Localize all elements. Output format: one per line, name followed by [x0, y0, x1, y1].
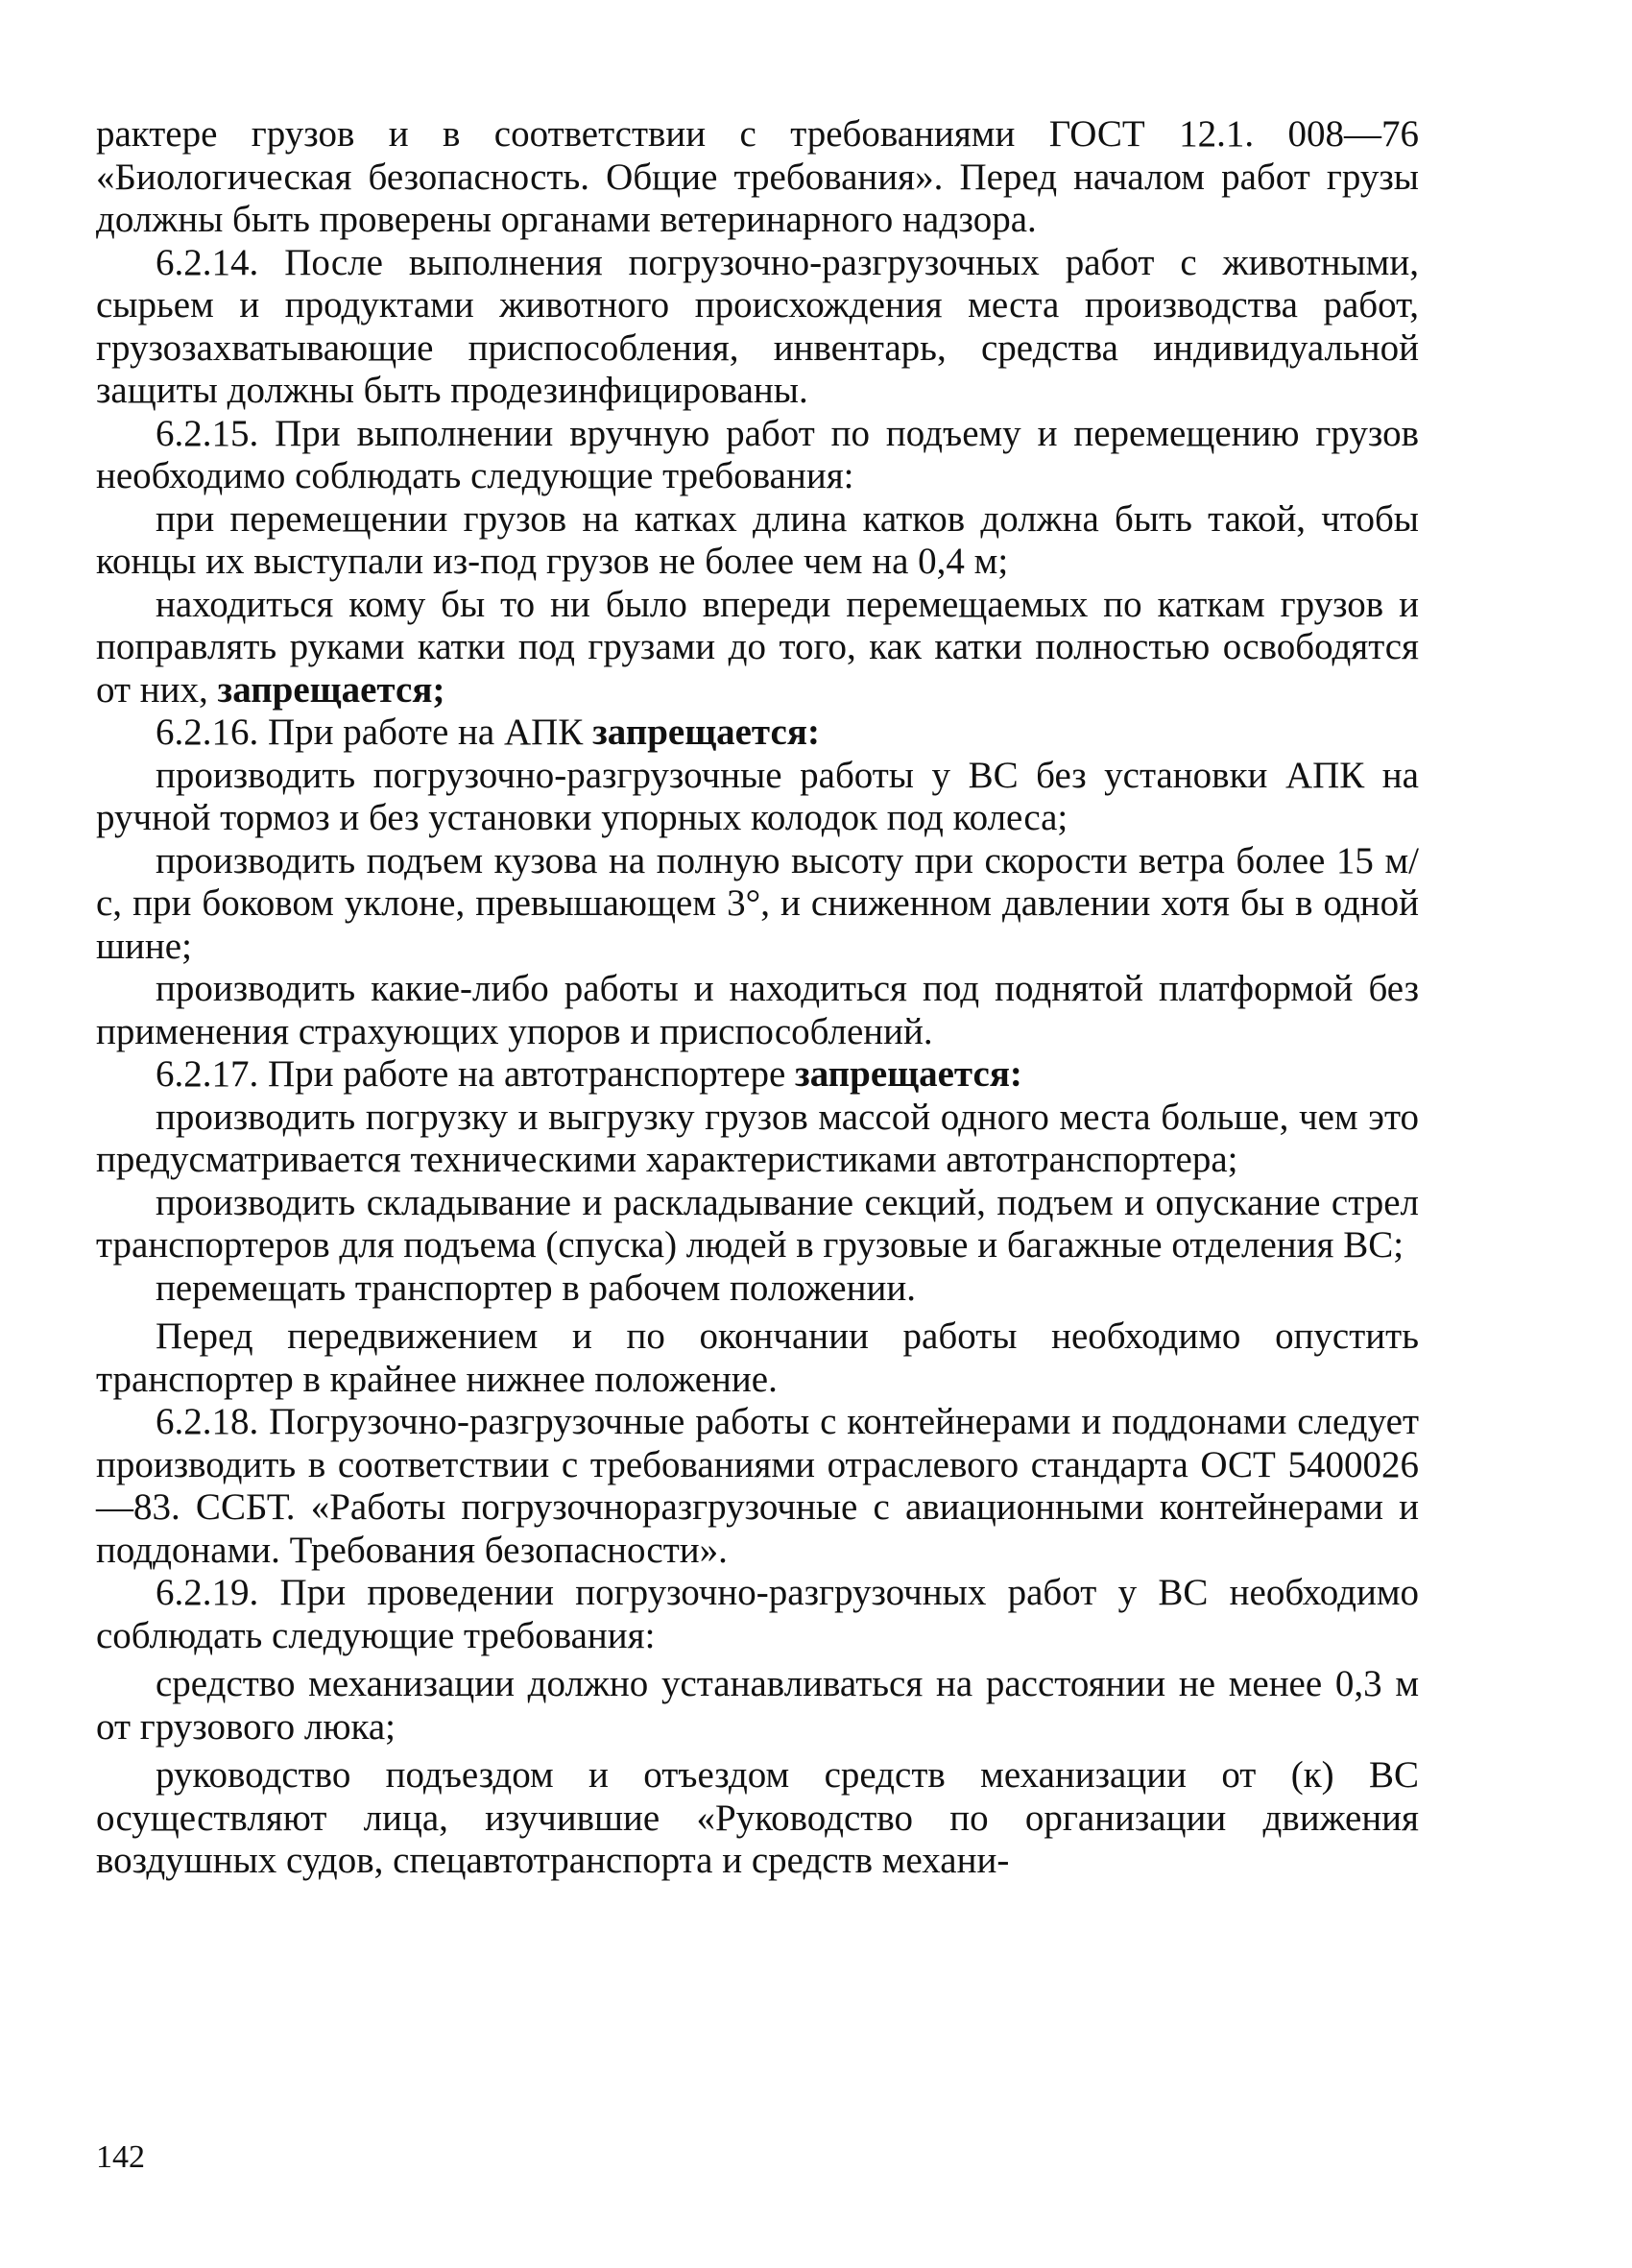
paragraph-6-2-15: 6.2.15. При выполнении вручную работ по подъему и перемещению грузов необходимо соблюдать следующие требования: — [96, 412, 1419, 496]
paragraph-apk-brake: производить погрузочно-разгрузочные работы у ВС без установки АПК на ручной тормоз и без установки упорных колодок под колеса; — [96, 754, 1419, 838]
paragraph-guidance: руководство подъездом и отъездом средств механизации от (к) ВС осуществляют лица, изучившие «Руководство по организации движения воздушных судов, спецавтотранспорта и средств механи- — [96, 1754, 1419, 1881]
paragraph-conveyor-sections: производить складывание и раскладывание секций, подъем и опускание стрел транспортеров для подъема (спуска) людей в грузовые и багажные отделения ВС; — [96, 1181, 1419, 1266]
paragraph-apk-lift: производить подъем кузова на полную высоту при скорости ветра более 15 м/с, при боковом уклоне, превышающем 3°, и сниженном давлении хотя бы в одной шине; — [96, 839, 1419, 967]
paragraph-6-2-16 — [96, 712, 1419, 755]
paragraph-rollers-forbidden — [96, 584, 1419, 712]
paragraph-continuation: рактере грузов и в соответствии с требованиями ГОСТ 12.1. 008—76 «Биологическая безопасность. Общие требования». Перед началом работ грузы должны быть проверены органами ветеринарного надзора. — [96, 113, 1419, 240]
paragraph-6-2-19: 6.2.19. При проведении погрузочно-разгрузочных работ у ВС необходимо соблюдать следующие требования: — [96, 1572, 1419, 1656]
paragraph-conveyor-move: перемещать транспортер в рабочем положении. — [156, 1267, 916, 1309]
paragraph-conveyor-lower: Перед передвижением и по окончании работы необходимо опустить транспортер в крайнее нижнее положение. — [96, 1315, 1419, 1400]
paragraph-hatch-distance: средство механизации должно устанавливаться на расстоянии не менее 0,3 м от грузового люка; — [96, 1663, 1419, 1748]
forbidden-emphasis: запрещается; — [217, 668, 445, 711]
paragraph-rollers-forbidden-text: находиться кому бы то ни было впереди перемещаемых по каткам грузов и поправлять руками катки под грузами до того, как катки полностью освободятся от них, — [96, 583, 1419, 711]
forbidden-emphasis: запрещается: — [592, 712, 820, 753]
paragraph-6-2-16-text: 6.2.16. При работе на АПК — [156, 712, 584, 753]
paragraph-6-2-17-text: 6.2.17. При работе на автотранспортере — [156, 1053, 786, 1095]
page-body — [96, 113, 1419, 1883]
paragraph-rollers: при перемещении грузов на катках длина катков должна быть такой, чтобы концы их выступали из-под грузов не более чем на 0,4 м; — [96, 497, 1419, 582]
paragraph-apk-platform: производить какие-либо работы и находиться под поднятой платформой без применения страхующих упоров и приспособлений. — [96, 968, 1419, 1052]
paragraph-6-2-14: 6.2.14. После выполнения погрузочно-разгрузочных работ с животными, сырьем и продуктами животного происхождения места производства работ, грузозахватывающие приспособления, инвентарь, средства индивидуальной защиты должны быть продезинфицированы. — [96, 241, 1419, 411]
forbidden-emphasis: запрещается: — [795, 1053, 1022, 1095]
paragraph-conveyor-load: производить погрузку и выгрузку грузов массой одного места больше, чем это предусматривается техническими характеристиками автотранспортера; — [96, 1096, 1419, 1180]
paragraph-6-2-18: 6.2.18. Погрузочно-разгрузочные работы с контейнерами и поддонами следует производить в соответствии с требованиями отраслевого стандарта ОСТ 5400026—83. ССБТ. «Работы погрузочноразгрузочные с авиационными контейнерами и поддонами. Требования безопасности». — [96, 1401, 1419, 1571]
paragraph-6-2-17 — [96, 1053, 1419, 1097]
page-number: 142 — [96, 2139, 145, 2175]
